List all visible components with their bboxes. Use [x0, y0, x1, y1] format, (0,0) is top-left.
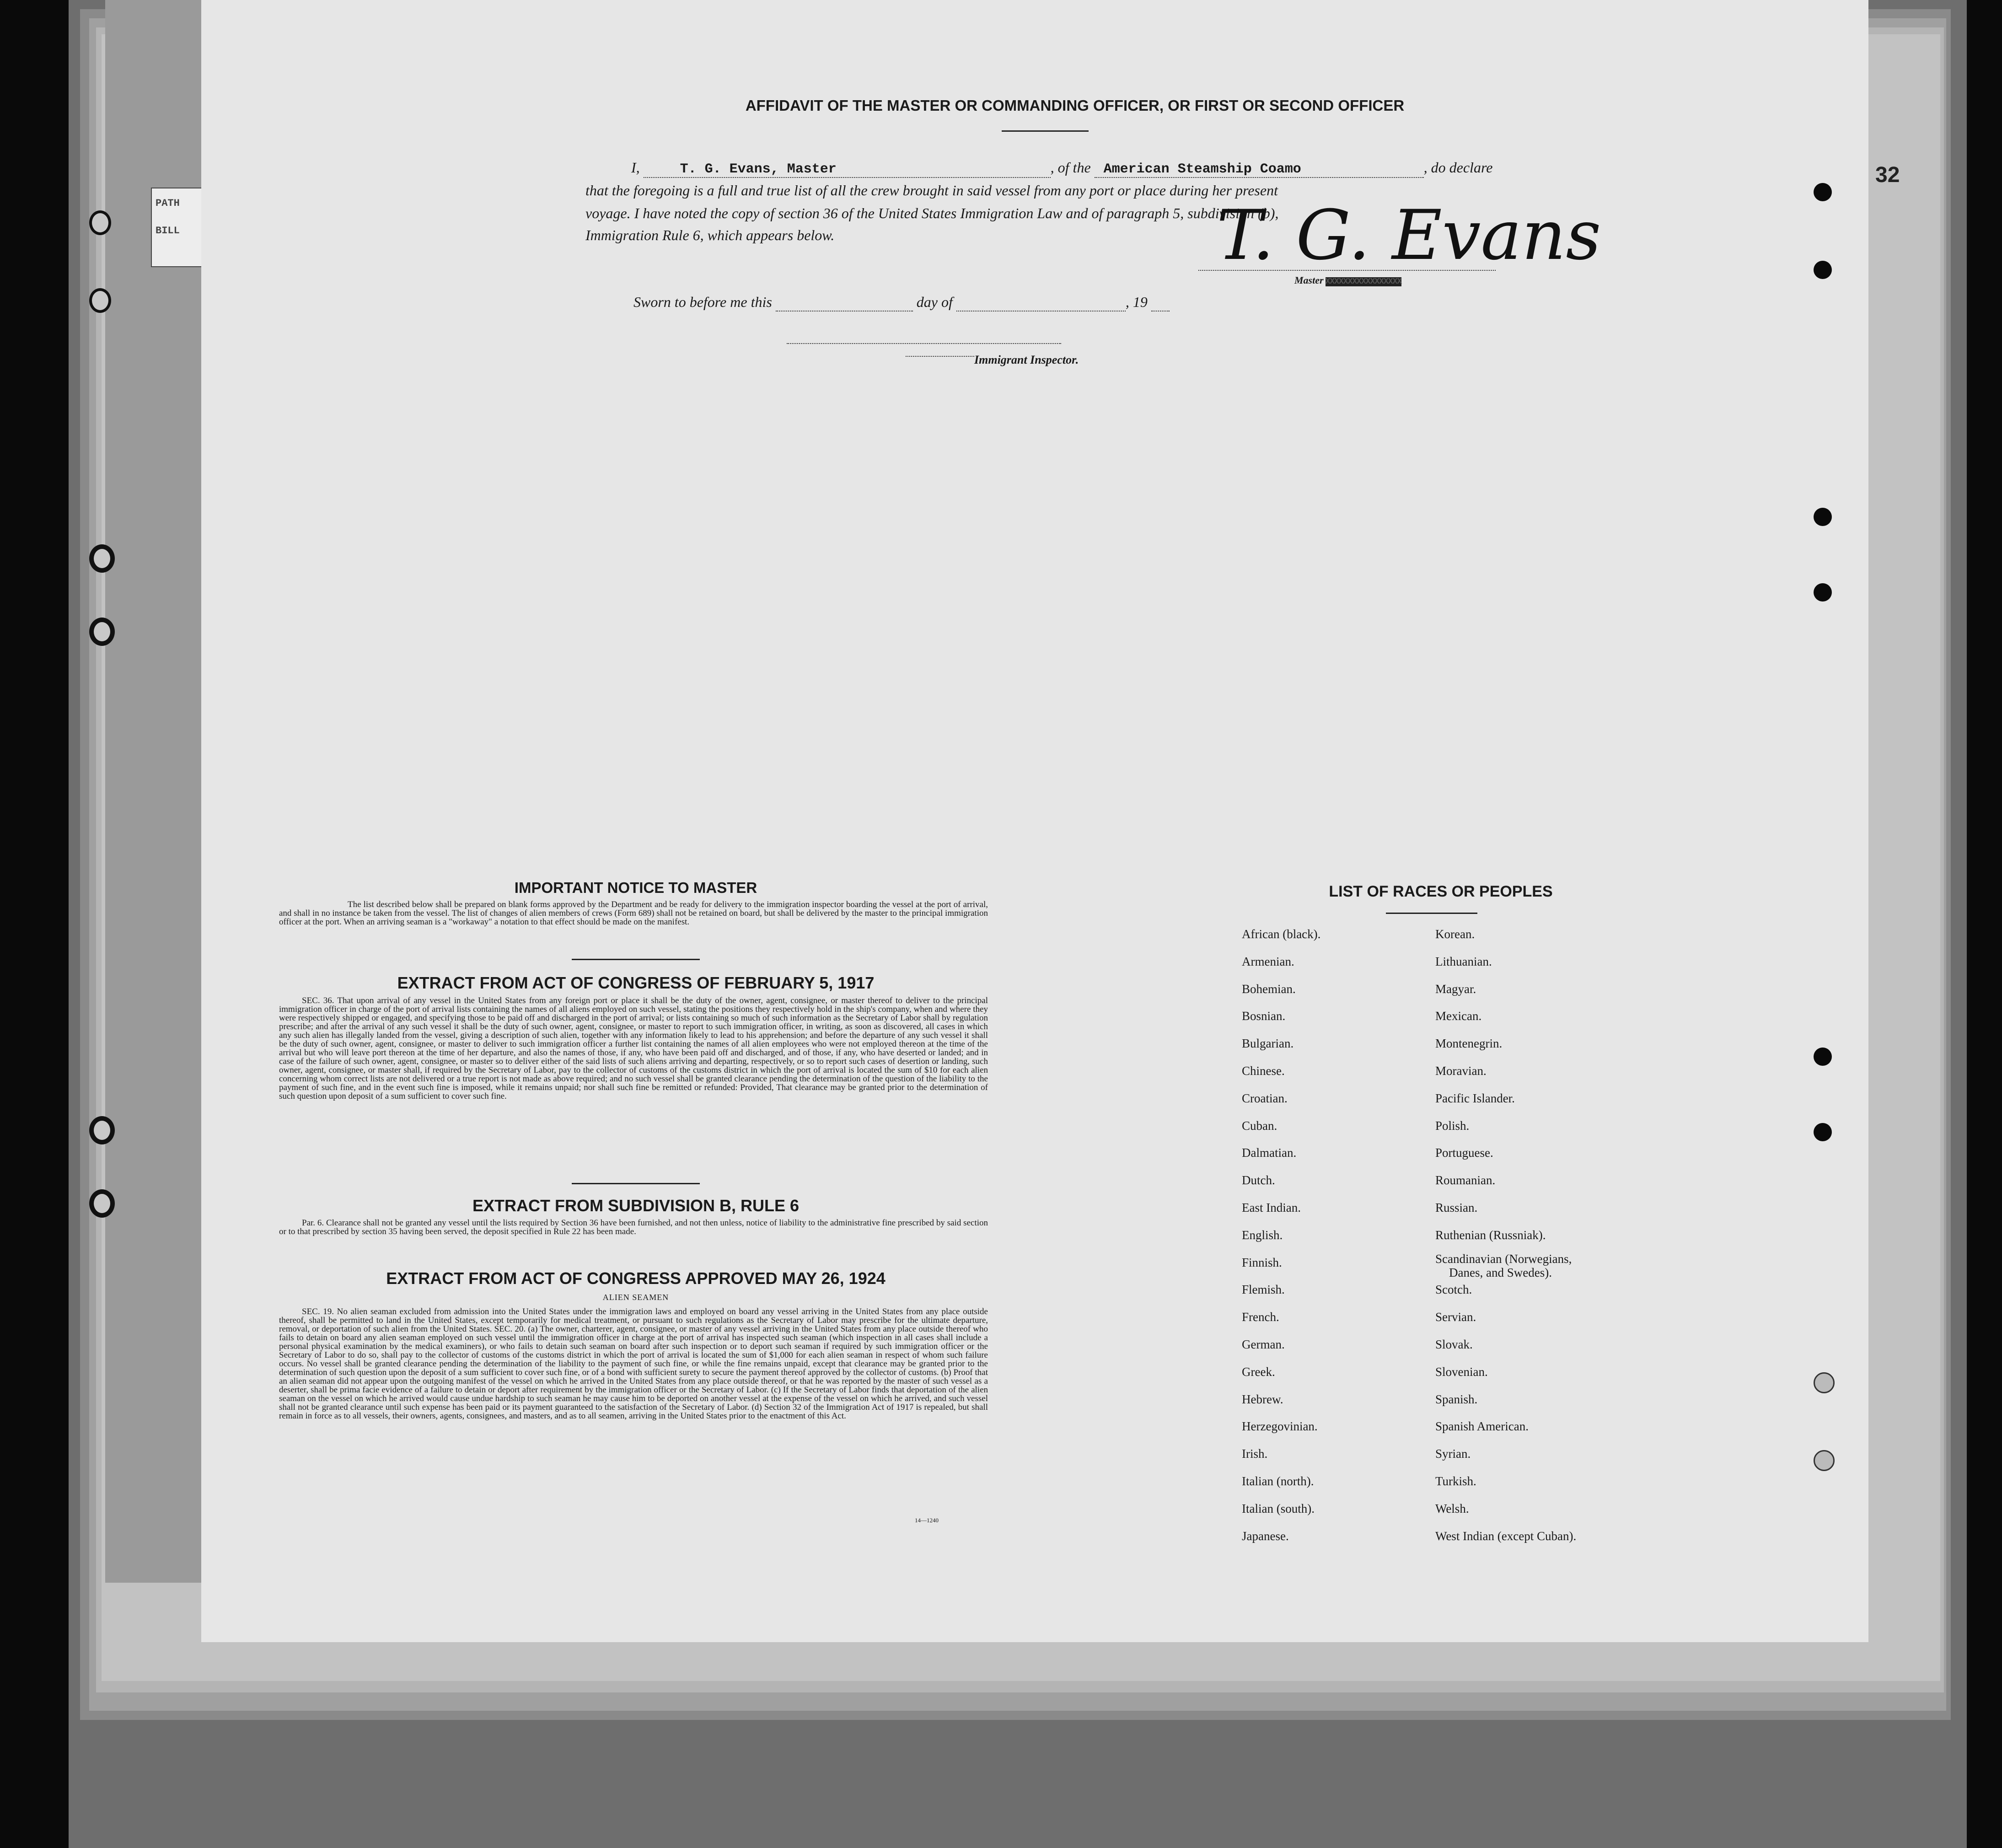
- notice-title: IMPORTANT NOTICE TO MASTER: [514, 879, 757, 896]
- race-item: German.: [1242, 1337, 1285, 1351]
- race-item: West Indian (except Cuban).: [1435, 1529, 1577, 1543]
- binder-ring-icon: [89, 210, 111, 235]
- race-item: Turkish.: [1435, 1474, 1476, 1488]
- punch-hole-icon: [1814, 261, 1832, 279]
- binder-ring-icon: [89, 544, 115, 573]
- race-item: Spanish American.: [1435, 1419, 1529, 1434]
- race-item-continued: Danes, and Swedes).: [1449, 1265, 1552, 1279]
- punch-hole-icon: [1814, 1123, 1832, 1141]
- sworn-label: Sworn to before me this: [633, 294, 772, 310]
- punch-hole-icon: [1814, 1450, 1835, 1471]
- form-number: 14—1240: [915, 1517, 939, 1524]
- race-item: Flemish.: [1242, 1283, 1285, 1297]
- divider: [1002, 130, 1089, 132]
- punch-hole-icon: [1814, 1048, 1832, 1066]
- declarant-field: [644, 159, 1051, 178]
- race-item: Dutch.: [1242, 1173, 1275, 1187]
- extract-1917-title: EXTRACT FROM ACT OF CONGRESS OF FEBRUARY 5, 1917: [397, 973, 875, 992]
- signature-line: [1198, 270, 1496, 271]
- inspector-dotted-lead: [906, 356, 974, 357]
- race-item: Greek.: [1242, 1365, 1275, 1379]
- race-item: Bulgarian.: [1242, 1037, 1294, 1051]
- race-item: Irish.: [1242, 1447, 1268, 1461]
- race-item: Russian.: [1435, 1200, 1478, 1214]
- race-item: Montenegrin.: [1435, 1037, 1503, 1051]
- i-label: I,: [631, 159, 640, 176]
- master-label: [1294, 274, 1401, 286]
- divider: [572, 959, 700, 960]
- race-item: Bosnian.: [1242, 1009, 1286, 1023]
- race-item: Korean.: [1435, 927, 1475, 941]
- declarant-name: T. G. Evans, Master: [680, 161, 837, 177]
- extract-1924-title: EXTRACT FROM ACT OF CONGRESS APPROVED MAY 26, 1924: [386, 1269, 886, 1288]
- notice-text: The list described below shall be prepared on blank forms approved by the Department and be ready for delivery to the immigration inspector boarding the vessel at the port of arrival, and shall in no instance be taken from the vessel. The list of changes of alien members of crews (Form 689) shall not be retained on board, but shall be delivered by the master to the principal immigration officer at the port. When an arriving seaman is a "workaway" a notation to that effect should be made on the manifest.: [279, 900, 988, 927]
- race-item: Slovak.: [1435, 1337, 1473, 1351]
- race-item: Portuguese.: [1435, 1146, 1493, 1160]
- race-item: Croatian.: [1242, 1091, 1288, 1105]
- sworn-line: [633, 294, 1170, 312]
- do-declare-label: , do declare: [1423, 159, 1493, 176]
- race-item: Ruthenian (Russniak).: [1435, 1228, 1546, 1242]
- master-title: Master: [1294, 274, 1324, 286]
- struck-title: XXXXXXXXXXXXXXXXX: [1325, 277, 1402, 286]
- punch-hole-icon: [1814, 508, 1832, 526]
- extract-1924-subtitle: ALIEN SEAMEN: [602, 1293, 669, 1302]
- inspector-label: Immigrant Inspector.: [974, 353, 1079, 366]
- race-item: French.: [1242, 1310, 1279, 1324]
- extract-rule6-text: Par. 6. Clearance shall not be granted any vessel until the lists required by Section 36 have been furnished, and not then unless, notice of liability to the administrative fine prescribed by said section or to that prescribed by section 35 having been served, the deposit specified in Rule 22 has been made.: [279, 1218, 988, 1236]
- races-column-2: [1435, 927, 1710, 1556]
- affidavit-line-2: that the foregoing is a full and true list of all the crew brought in said vessel from any port or place during her present: [585, 182, 1278, 199]
- sworn-day-field: [776, 294, 913, 312]
- race-item: Pacific Islander.: [1435, 1091, 1515, 1105]
- affidavit-title: AFFIDAVIT OF THE MASTER OR COMMANDING OFFICER, OR FIRST OR SECOND OFFICER: [745, 97, 1405, 114]
- race-item: Mexican.: [1435, 1009, 1482, 1023]
- affidavit-line-3: voyage. I have noted the copy of section 36 of the United States Immigration Law and of paragraph 5, subdivision (b),: [585, 205, 1279, 221]
- races-title: LIST OF RACES OR PEOPLES: [1329, 883, 1553, 900]
- vessel-name: American Steamship Coamo: [1103, 161, 1301, 177]
- of-the-label: , of the: [1050, 159, 1091, 176]
- race-item: African (black).: [1242, 927, 1321, 941]
- race-item: Spanish.: [1435, 1392, 1478, 1406]
- race-item: Scandinavian (Norwegians,: [1435, 1252, 1572, 1266]
- binder-ring-icon: [89, 288, 111, 313]
- race-item: Lithuanian.: [1435, 954, 1492, 968]
- race-item: Armenian.: [1242, 954, 1294, 968]
- vessel-field: [1095, 159, 1424, 178]
- race-item: Hebrew.: [1242, 1392, 1283, 1406]
- race-item: Finnish.: [1242, 1255, 1282, 1269]
- race-item: Scotch.: [1435, 1283, 1472, 1297]
- race-item: Chinese.: [1242, 1064, 1285, 1078]
- race-item: Cuban.: [1242, 1118, 1277, 1133]
- race-item: Magyar.: [1435, 982, 1476, 996]
- margin-stamp: [151, 188, 203, 267]
- race-item: Polish.: [1435, 1118, 1470, 1133]
- day-of-label: day of: [916, 294, 953, 310]
- race-item: Roumanian.: [1435, 1173, 1496, 1187]
- race-item: East Indian.: [1242, 1200, 1301, 1214]
- race-item: Herzegovinian.: [1242, 1419, 1318, 1434]
- race-item: Servian.: [1435, 1310, 1476, 1324]
- inspector-signature-line: [787, 343, 1061, 344]
- sworn-month-field: [956, 294, 1126, 312]
- race-item: Dalmatian.: [1242, 1146, 1297, 1160]
- race-item: Syrian.: [1435, 1447, 1471, 1461]
- page-number: 32: [1875, 163, 1900, 187]
- binder-ring-icon: [89, 1189, 115, 1218]
- binder-ring-icon: [89, 1116, 115, 1144]
- race-item: Moravian.: [1435, 1064, 1487, 1078]
- punch-hole-icon: [1814, 583, 1832, 602]
- race-item: Slovenian.: [1435, 1365, 1488, 1379]
- stamp-line: PATH: [156, 198, 180, 209]
- race-item: Italian (north).: [1242, 1474, 1314, 1488]
- extract-1924-text: SEC. 19. No alien seaman excluded from admission into the United States under the immigration laws and employed on board any vessel arriving in the United States from any place outside thereof, shall be permitted to land in the United States, except temporarily for medical treatment, or pursuant to such regulations as the Secretary of Labor may prescribe for the ultimate departure, removal, or deportation of such alien from the United States. SEC. 20. (a) The owner, charterer, agent, consignee, or master of any vessel arriving in the United States from any place outside thereof who fails to detain on board any alien seaman employed on such vessel until the immigration officer in charge at the port of arrival has inspected such seaman (which inspection in all cases shall include a personal physical examination by the medical examiners), or who fails to detain such seaman on board after such inspection or to deport such seaman if required by such immigration officer or the Secretary of Labor to do so, shall pay to the collector of customs of the customs district in which the port of arrival is located the sum of $1,000 for each alien seaman in respect of whom such failure occurs. No vessel shall be granted clearance pending the determination of the liability to the payment of such fine, or while the fine remains unpaid, except that clearance may be granted prior to the determination of such question upon the deposit of a sum sufficient to cover such fine, or of a bond with sufficient surety to secure the payment thereof approved by the collector of customs. (b) Proof that an alien seaman did not appear upon the outgoing manifest of the vessel on which he arrived in the United States from any place outside thereof, or that he was reported by the master of such vessel as a deserter, shall be prima facie evidence of a failure to detain or deport after requirement by the immigration officer or the Secretary of Labor. (c) If the Secretary of Labor finds that deportation of the alien seaman on the vessel on which he arrived would cause undue hardship to such seaman he may cause him to be deported on another vessel at the expense of the vessel on which he arrived, and such vessel shall not be granted clearance until such expense has been paid or its payment guaranteed to the satisfaction of the Secretary of Labor. (d) Section 32 of the Immigration Act of 1917 is repealed, but shall remain in force as to all vessels, their owners, agents, consignees, and masters, and as to all seamen, arriving in the United States prior to the enactment of this Act.: [279, 1307, 988, 1421]
- race-item: English.: [1242, 1228, 1283, 1242]
- affidavit-line-1: [631, 159, 1492, 178]
- divider: [572, 1183, 700, 1184]
- race-item-multiline: [1435, 1252, 1710, 1283]
- sworn-year-field: [1151, 294, 1170, 312]
- race-item: Italian (south).: [1242, 1501, 1315, 1515]
- divider: [1386, 913, 1477, 914]
- year-label: , 19: [1125, 294, 1148, 310]
- punch-hole-icon: [1814, 1372, 1835, 1393]
- stamp-line: BILL: [156, 225, 180, 236]
- extract-1917-text: SEC. 36. That upon arrival of any vessel in the United States from any foreign port or place it shall be the duty of the owner, agent, consignee, or master thereof to deliver to the principal immigration officer in charge of the port of arrival lists containing the names of all aliens employed on such vessel, stating the positions they respectively hold in the ship's company, when and where they were respectively shipped or engaged, and specifying those to be paid off and discharged in the port of arrival; or lists containing so much of such information as the Secretary of Labor shall by regulation prescribe; and after the arrival of any such vessel it shall be the duty of such owner, agent, consignee, or master to report to such immigration officer, in writing, as soon as discovered, all cases in which any such alien has illegally landed from the vessel, giving a description of such alien, together with any information likely to lead to his apprehension; and before the departure of any such vessel it shall be the duty of such owner, agent, consignee, or master to deliver to such immigration officer a further list containing the names of all alien employees who were not employed thereon at the time of the arrival but who will leave port thereon at the time of her departure, and also the names of those, if any, who have been paid off and discharged, and of those, if any, who have deserted or landed; and in case of the failure of such owner, agent, consignee, or master so to deliver either of the said lists of such aliens arriving and departing, respectively, or so to report such cases of desertion or landing, such owner, agent, consignee, or master shall, if required by the Secretary of Labor, pay to the collector of customs of the customs district in which the port of arrival is located the sum of $10 for each alien concerning whom correct lists are not delivered or a true report is not made as above required; and no such vessel shall be granted clearance pending the determination of the question of the liability to the payment of such fine, and in the event such fine is imposed, while it remains unpaid; nor shall such fine be remitted or refunded: Provided, That clearance may be granted prior to the determination of such question upon deposit of a sum sufficient to cover such fine.: [279, 996, 988, 1101]
- race-item: Welsh.: [1435, 1501, 1469, 1515]
- race-item: Japanese.: [1242, 1529, 1289, 1543]
- races-column-1: [1242, 927, 1434, 1556]
- extract-rule6-title: EXTRACT FROM SUBDIVISION B, RULE 6: [472, 1196, 800, 1215]
- binder-ring-icon: [89, 618, 115, 646]
- affidavit-line-4: Immigration Rule 6, which appears below.: [585, 227, 835, 243]
- race-item: Bohemian.: [1242, 982, 1296, 996]
- master-signature: T. G. Evans: [1217, 196, 1601, 275]
- punch-hole-icon: [1814, 183, 1832, 201]
